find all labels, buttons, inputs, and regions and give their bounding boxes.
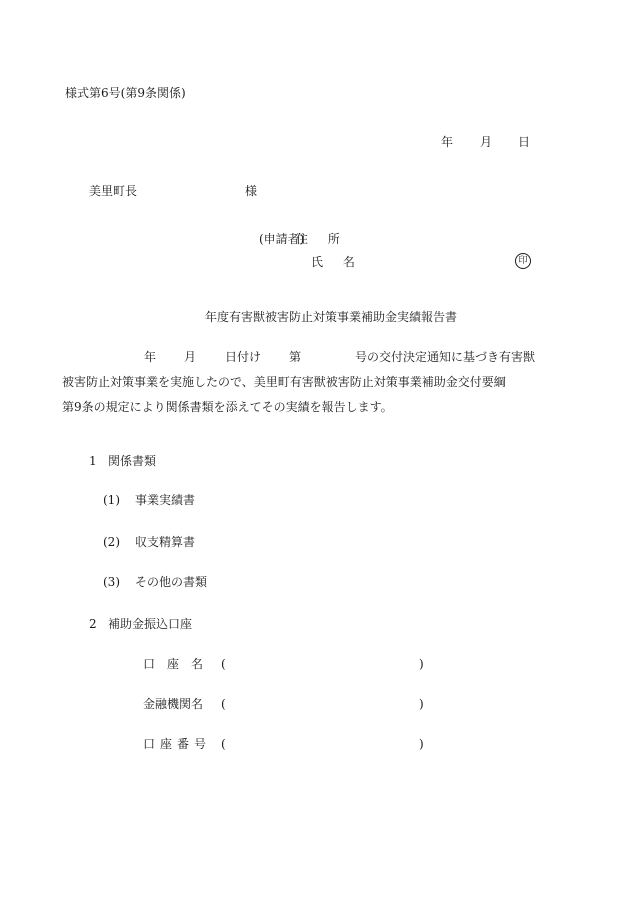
bank-name-label: 金融機関名 bbox=[143, 697, 204, 711]
body-dai: 第 bbox=[289, 350, 302, 364]
document-title: 年度有害獣被害防止対策事業補助金実績報告書 bbox=[205, 310, 458, 324]
date-year-label: 年 bbox=[441, 135, 454, 149]
section-2-number: 2 bbox=[89, 617, 97, 631]
close-paren: ) bbox=[419, 697, 424, 711]
list-item-number: (1) bbox=[103, 493, 120, 507]
close-paren: ) bbox=[419, 657, 424, 671]
body-month: 月 bbox=[184, 350, 197, 364]
addressee-honorific: 様 bbox=[245, 184, 258, 198]
account-number-label: 口座番号 bbox=[143, 737, 212, 751]
body-year: 年 bbox=[144, 350, 157, 364]
list-item-label: 事業実績書 bbox=[135, 493, 196, 507]
list-item-label: その他の書類 bbox=[135, 575, 208, 589]
section-1-title: 関係書類 bbox=[108, 454, 157, 468]
date-day-label: 日 bbox=[518, 135, 531, 149]
open-paren: ( bbox=[221, 737, 226, 751]
list-item-number: (3) bbox=[103, 575, 120, 589]
open-paren: ( bbox=[221, 697, 226, 711]
body-line-3: 第9条の規定により関係書類を添えてその実績を報告します。 bbox=[62, 400, 393, 414]
applicant-name-label: 氏 名 bbox=[311, 255, 363, 269]
account-name-label: 口座名 bbox=[143, 657, 216, 671]
body-day: 日付け bbox=[225, 350, 262, 364]
date-month-label: 月 bbox=[480, 135, 493, 149]
addressee-name: 美里町長 bbox=[89, 184, 138, 198]
applicant-address-label: 住 所 bbox=[296, 232, 348, 246]
body-line-1-rest: 号の交付決定通知に基づき有害獣 bbox=[355, 350, 536, 364]
body-line-2: 被害防止対策事業を実施したので、美里町有害獣被害防止対策事業補助金交付要綱 bbox=[62, 375, 506, 389]
section-1-number: 1 bbox=[89, 454, 97, 468]
open-paren: ( bbox=[221, 657, 226, 671]
close-paren: ) bbox=[419, 737, 424, 751]
list-item-label: 収支精算書 bbox=[135, 535, 196, 549]
list-item-number: (2) bbox=[103, 535, 120, 549]
section-2-title: 補助金振込口座 bbox=[108, 617, 193, 631]
form-number: 様式第6号(第9条関係) bbox=[65, 86, 186, 100]
applicant-prefix: (申請者) bbox=[259, 232, 305, 246]
seal-mark: 印 bbox=[515, 253, 531, 269]
